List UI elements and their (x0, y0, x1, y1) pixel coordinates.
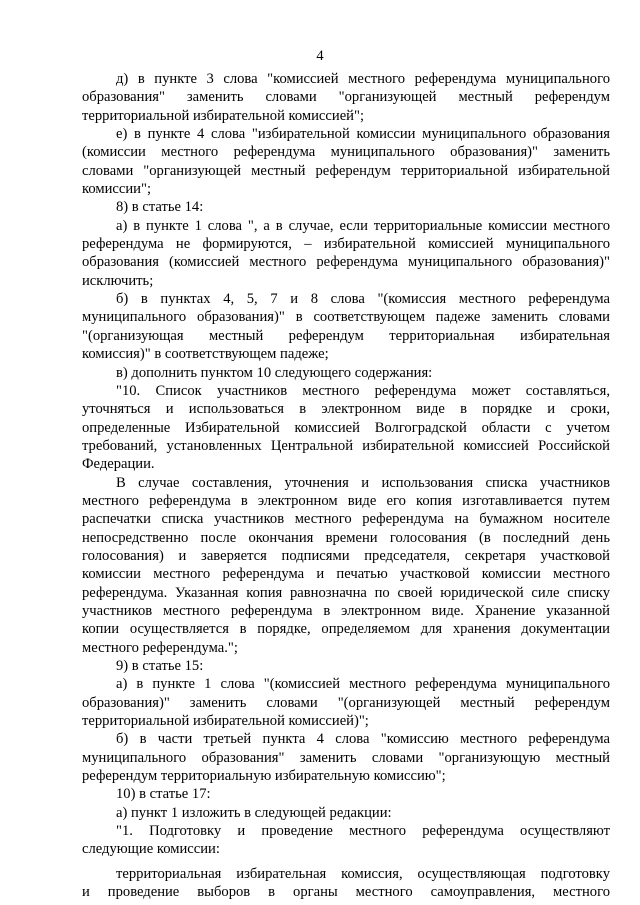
text-line: 8) в статье 14: (116, 199, 204, 216)
text-line: голосования) и заверяется подписями председателя, секретаря участковой (82, 547, 610, 564)
text-line: комиссия)" в соответствующем падеже; (82, 346, 329, 363)
text-line: "(организующая местный референдум территориальная избирательная (82, 327, 610, 344)
text-line: референдума не формируются, – избирательной комиссией муниципального (82, 236, 610, 253)
text-line: б) в части третьей пункта 4 слова "комиссию местного референдума (116, 731, 610, 748)
text-line: уточняться и использоваться в электронном виде в порядке и сроки, (82, 401, 610, 418)
text-line: образования)" заменить словами "(организующей местный референдум (82, 694, 610, 711)
text-line: комиссии местного референдума и печатью участковой комиссии местного (82, 566, 610, 583)
text-line: референдум территориальную избирательную комиссию"; (82, 768, 446, 785)
text-line: и проведение выборов в органы местного самоуправления, местного (82, 884, 610, 901)
text-line: распечатки списка участников местного референдума на бумажном носителе (82, 511, 610, 528)
text-line: территориальной избирательной комиссией)"; (82, 713, 369, 730)
document-body (82, 70, 610, 901)
text-line: "10. Список участников местного референдума может составляться, (116, 382, 610, 399)
text-line: непосредственно после окончания времени голосования (в последний день (82, 529, 610, 546)
text-line: Федерации. (82, 456, 155, 473)
text-line: а) в пункте 1 слова "(комиссией местного референдума муниципального (116, 676, 610, 693)
text-line: референдума. Указанная копия равнозначна по своей юридической силе списку (82, 584, 610, 601)
text-line: 10) в статье 17: (116, 786, 211, 803)
text-line: д) в пункте 3 слова "комиссией местного референдума муниципального (116, 71, 610, 87)
text-line: а) пункт 1 изложить в следующей редакции: (116, 804, 392, 821)
text-line: муниципального образования)" в соответствующем падеже заменить словами (82, 309, 610, 326)
text-line: определенные Избирательной комиссией Волгоградской области с учетом (82, 419, 610, 436)
text-line: "1. Подготовку и проведение местного референдума осуществляют (116, 823, 610, 840)
text-line: 9) в статье 15: (116, 658, 204, 674)
text-line: е) в пункте 4 слова "избирательной комиссии муниципального образования (116, 126, 610, 143)
text-line: комиссии"; (82, 181, 151, 198)
text-line: исключить; (82, 272, 154, 289)
text-line: копии осуществляется в порядке, определяемом для хранения документации (82, 621, 610, 638)
text-line: в) дополнить пунктом 10 следующего содержания: (116, 364, 433, 381)
text-line: территориальная избирательная комиссия, осуществляющая подготовку (116, 865, 610, 882)
text-line: территориальной избирательной комиссией"; (82, 107, 364, 124)
text-line: требований, установленных Центральной избирательной комиссией Российской (82, 437, 610, 454)
text-line: образования (комиссией местного референдума муниципального образования)" (82, 254, 610, 271)
text-line: В случае составления, уточнения и использования списка участников (116, 474, 610, 491)
text-line: местного референдума в электронном виде его копия изготавливается путем (82, 492, 610, 509)
text-line: а) в пункте 1 слова ", а в случае, если территориальные комиссии местного (116, 217, 610, 234)
page-number: 4 (316, 48, 324, 64)
text-line: следующие комиссии: (82, 841, 220, 858)
text-line: (комиссии местного референдума муниципального образования)" заменить (82, 144, 610, 161)
text-line: словами "организующей местный референдум территориальной избирательной (82, 162, 610, 179)
text-line: б) в пунктах 4, 5, 7 и 8 слова "(комиссия местного референдума (116, 291, 610, 308)
text-line: образования" заменить словами "организующей местный референдум (82, 89, 610, 106)
text-line: муниципального образования" заменить словами "организующую местный (82, 749, 610, 766)
text-line: участников местного референдума в электронном виде. Хранение указанной (82, 602, 610, 619)
text-line: местного референдума."; (82, 639, 238, 656)
